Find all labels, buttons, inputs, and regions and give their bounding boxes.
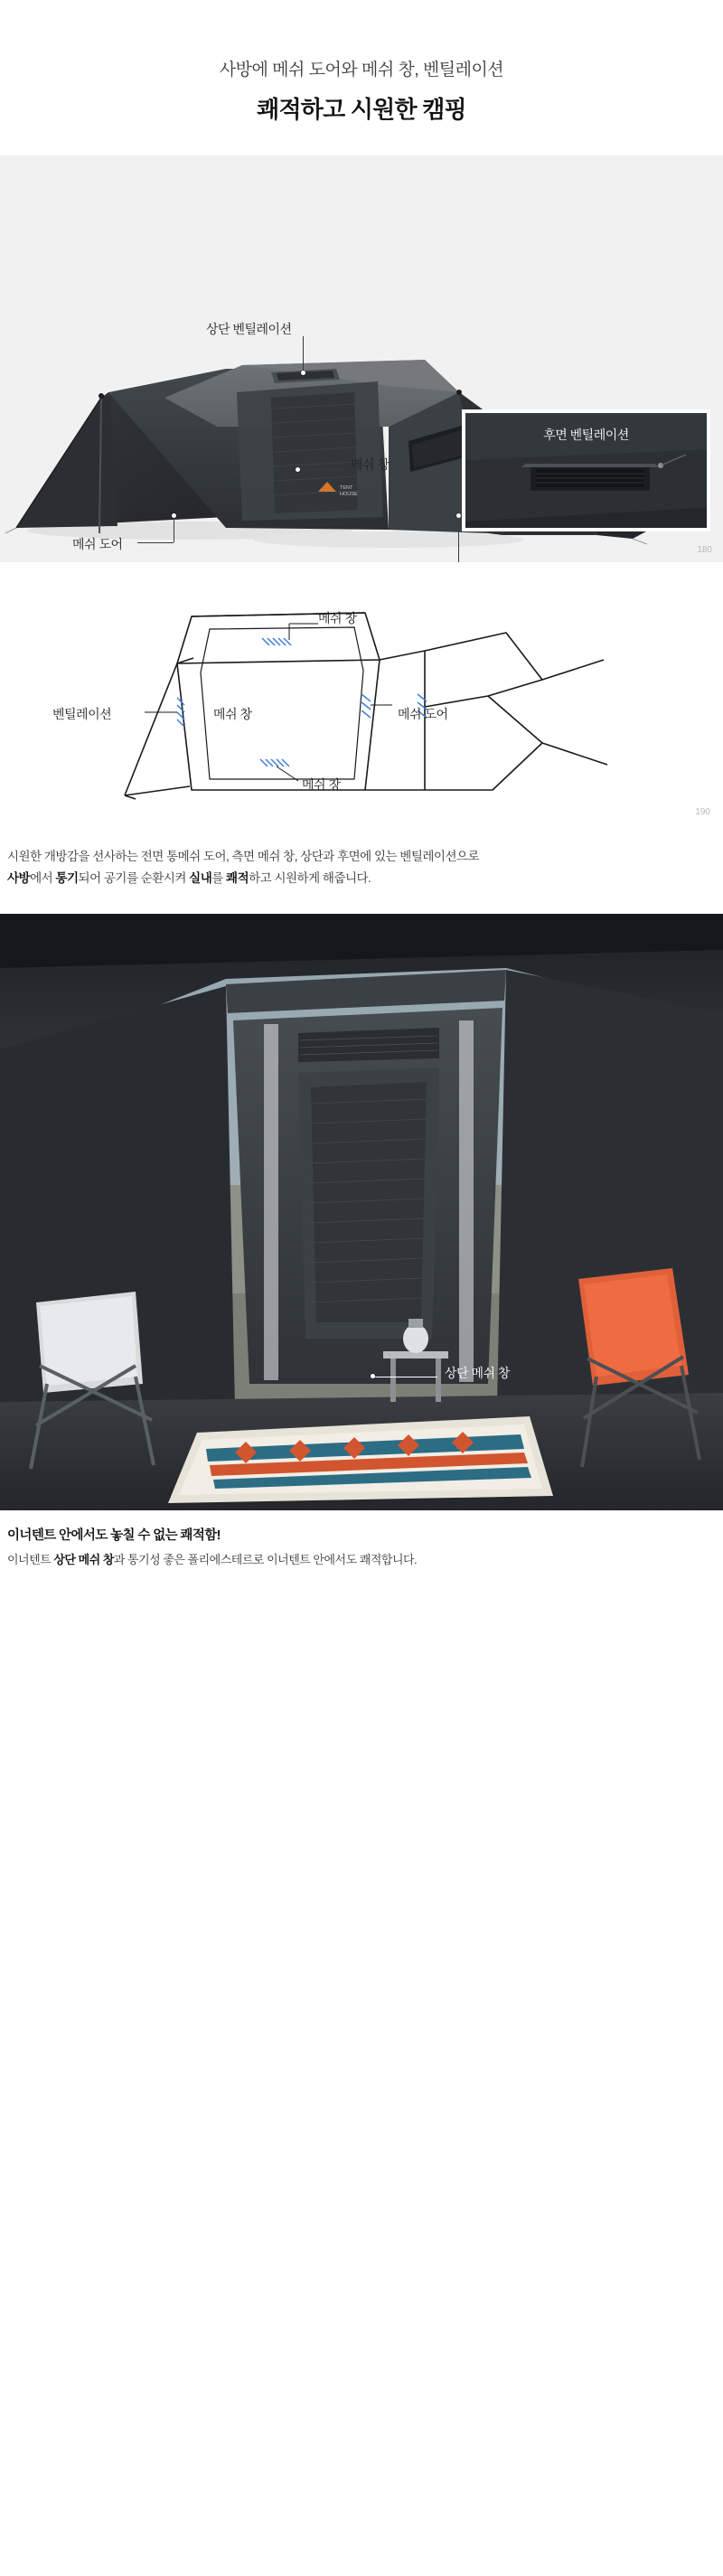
marker-mesh-door	[172, 513, 176, 518]
footer-text-c: 과 통기성 좋은 폴리에스테르로 이너텐트 안에서도 쾌적합니다.	[113, 1553, 418, 1567]
paragraph-emph-1: 사방	[7, 870, 31, 885]
svg-text:HOUSE: HOUSE	[340, 492, 358, 497]
airflow-diagram-section	[0, 562, 723, 833]
leader-mesh-door-h	[137, 542, 174, 543]
tent-interior-illustration	[0, 914, 723, 1510]
label-diagram-mesh-window-top: 메쉬 창	[318, 611, 357, 625]
label-top-mesh-window: 상단 메쉬 창	[445, 1366, 510, 1381]
diagram-page-number: 190	[695, 807, 710, 817]
tent-wireframe	[0, 562, 723, 833]
label-top-ventilation: 상단 벤틸레이션	[206, 322, 292, 336]
label-mesh-door: 메쉬 도어	[72, 537, 123, 551]
footer-text-a: 이너텐트	[7, 1553, 54, 1567]
label-diagram-ventilation: 벤틸레이션	[52, 707, 112, 721]
paragraph-t3: 를	[211, 870, 227, 885]
footer-text	[7, 1551, 716, 1570]
paragraph-emph-4: 쾌적	[226, 870, 249, 885]
leader-rear-ventilation	[458, 517, 459, 562]
header-subtitle: 사방에 메쉬 도어와 메쉬 창, 벤틸레이션	[219, 61, 504, 80]
label-rear-ventilation: 후면 벤틸레이션	[543, 428, 629, 442]
rear-vent-inset	[462, 409, 710, 531]
paragraph-line-1: 시원한 개방감을 선사하는 전면 통메쉬 도어, 측면 메쉬 창, 상단과 후면에 있는 벤틸레이션으로	[7, 850, 480, 863]
paragraph-t2: 되어 공기를 순환시켜	[78, 870, 190, 885]
label-mesh-window: 메쉬 창	[351, 457, 390, 472]
page-title: 쾌적하고 시원한 캠핑	[257, 96, 466, 123]
footer-title: 이너텐트 안에서도 놓칠 수 없는 쾌적함!	[7, 1528, 221, 1544]
paragraph-t4: 하고 시원하게 해줍니다.	[249, 870, 371, 885]
marker-top-ventilation	[301, 371, 305, 375]
interior-photo-section	[0, 914, 723, 1510]
paragraph-t1: 에서	[30, 870, 56, 885]
leader-top-ventilation	[303, 336, 304, 371]
svg-text:TENT: TENT	[340, 485, 353, 491]
page-header	[0, 0, 723, 155]
paragraph-emph-3: 실내	[189, 870, 212, 885]
hero-page-number: 180	[697, 545, 712, 555]
label-diagram-mesh-door: 메쉬 도어	[398, 707, 448, 721]
paragraph-emph-2: 통기	[55, 870, 79, 885]
footer-description	[0, 1510, 723, 1590]
footer-text-emph: 상단 메쉬 창	[53, 1553, 114, 1567]
marker-mesh-window	[296, 467, 300, 472]
description-paragraph	[0, 833, 723, 914]
marker-rear-ventilation	[456, 513, 461, 518]
hero-tent-section	[0, 155, 723, 562]
leader-mesh-window	[298, 469, 345, 470]
label-diagram-mesh-window-left: 메쉬 창	[213, 707, 252, 721]
label-diagram-mesh-window-bottom: 메쉬 창	[302, 777, 341, 792]
